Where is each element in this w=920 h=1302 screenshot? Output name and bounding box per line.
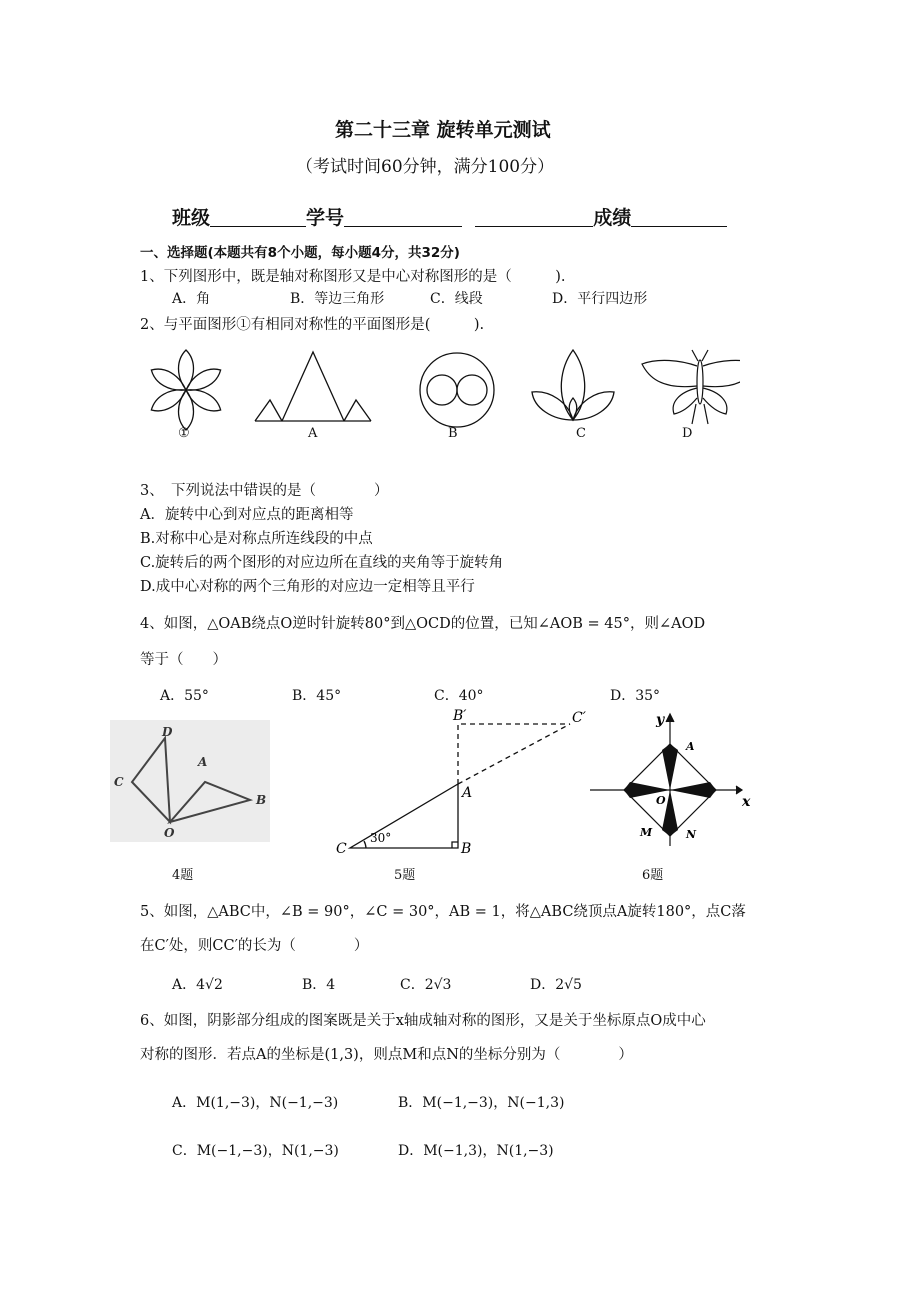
id-label: 学号: [306, 207, 345, 229]
question-6: 6、如图，阴影部分组成的图案既是关于x轴成轴对称的图形，又是关于坐标原点O成中心: [140, 1013, 706, 1029]
q6-option-c: C．M(−1,−3)，N(1,−3): [172, 1143, 339, 1159]
q3-option-d: D.成中心对称的两个三角形的对应边一定相等且平行: [140, 579, 475, 595]
question-2: 2、与平面图形①有相同对称性的平面图形是( ).: [140, 317, 485, 333]
q2-label-d: D: [682, 426, 693, 441]
q6-option-a: A．M(1,−3)，N(−1,−3): [172, 1095, 339, 1111]
extra-blank: [475, 207, 593, 227]
score-blank: [631, 207, 727, 227]
question-3: 3、 下列说法中错误的是（ ）: [140, 483, 389, 499]
q3-option-c: C.旋转后的两个图形的对应边所在直线的夹角等于旋转角: [140, 555, 504, 571]
figure-6: [590, 708, 770, 848]
q2-label-c: C: [576, 426, 586, 441]
q2-label-a: A: [308, 426, 318, 441]
fig6-point-n: N: [686, 828, 697, 841]
triangles-figure: [255, 352, 371, 421]
q2-label-b: B: [448, 426, 458, 441]
q4-option-d: D．35°: [610, 688, 661, 704]
figure-4-background: [110, 720, 270, 842]
fig4-point-d: D: [162, 725, 173, 739]
fig4-point-c: C: [114, 775, 124, 789]
shaded-blades: [624, 744, 716, 836]
fig5-point-b-prime: B′: [453, 708, 467, 724]
figure-4: [110, 720, 270, 842]
question-6-cont: 对称的图形．若点A的坐标是(1,3)，则点M和点N的坐标分别为（ ）: [140, 1047, 633, 1063]
question-5-cont: 在C′处，则CC′的长为（ ）: [140, 938, 369, 954]
class-blank: [210, 207, 306, 227]
figure-6-caption: 6题: [642, 868, 664, 883]
q5-option-d: D．2√5: [530, 977, 582, 993]
fig6-axis-x: x: [742, 794, 751, 810]
fig6-point-m: M: [640, 826, 653, 839]
question-5: 5、如图，△ABC中，∠B = 90°，∠C = 30°，AB = 1，将△ABC绕顶点A旋转180°，点C落: [140, 904, 746, 920]
q1-option-a: A．角: [172, 291, 211, 307]
figure-5: [330, 700, 600, 860]
fig5-point-c: C: [336, 841, 347, 857]
q4-option-a: A．55°: [160, 688, 209, 704]
fig5-point-b: B: [461, 841, 472, 857]
fig5-point-c-prime: C′: [572, 710, 586, 726]
lotus-figure: [532, 350, 614, 420]
q6-option-d: D．M(−1,3)，N(1,−3): [398, 1143, 554, 1159]
fig5-angle-label: 30°: [370, 831, 392, 845]
q1-option-b: B．等边三角形: [290, 291, 385, 307]
figure-4-caption: 4题: [172, 868, 194, 883]
figure-5-caption: 5题: [394, 868, 416, 883]
q5-option-b: B．4: [302, 977, 336, 993]
q3-option-b: B.对称中心是对称点所连线段的中点: [140, 531, 373, 547]
page-title: 第二十三章 旋转单元测试: [335, 119, 551, 141]
q5-option-a: A．4√2: [172, 977, 223, 993]
q2-label-1: ①: [178, 426, 190, 441]
fig6-point-o: O: [656, 794, 666, 807]
section-heading: 一、选择题(本题共有8个小题，每小题4分，共32分): [140, 245, 460, 261]
fig5-point-a: A: [462, 785, 473, 801]
q4-option-b: B．45°: [292, 688, 342, 704]
q1-option-d: D．平行四边形: [552, 291, 648, 307]
fig4-point-a: A: [198, 755, 208, 769]
circles-figure: [420, 353, 494, 427]
q2-figures: [140, 346, 740, 446]
id-blank: [344, 207, 462, 227]
question-1: 1、下列图形中，既是轴对称图形又是中心对称图形的是（ ).: [140, 269, 566, 285]
student-info-row: [172, 203, 727, 230]
flower-figure: [148, 350, 225, 430]
butterfly-figure: [642, 350, 740, 424]
q3-option-a: A．旋转中心到对应点的距离相等: [140, 507, 354, 523]
q1-option-c: C．线段: [430, 291, 483, 307]
score-label: 成绩: [593, 207, 632, 229]
q4-option-c: C．40°: [434, 688, 484, 704]
fig6-axis-y: y: [656, 712, 665, 728]
question-4: 4、如图，△OAB绕点O逆时针旋转80°到△OCD的位置，已知∠AOB = 45°，则∠AOD: [140, 616, 706, 632]
fig4-point-o: O: [164, 826, 175, 840]
q5-option-c: C．2√3: [400, 977, 452, 993]
fig6-point-a: A: [686, 740, 695, 753]
fig4-point-b: B: [256, 793, 267, 807]
class-label: 班级: [172, 207, 211, 229]
page-subtitle: （考试时间60分钟，满分100分）: [296, 157, 555, 177]
q6-option-b: B．M(−1,−3)，N(−1,3): [398, 1095, 565, 1111]
question-4-cont: 等于（ ）: [140, 652, 227, 668]
